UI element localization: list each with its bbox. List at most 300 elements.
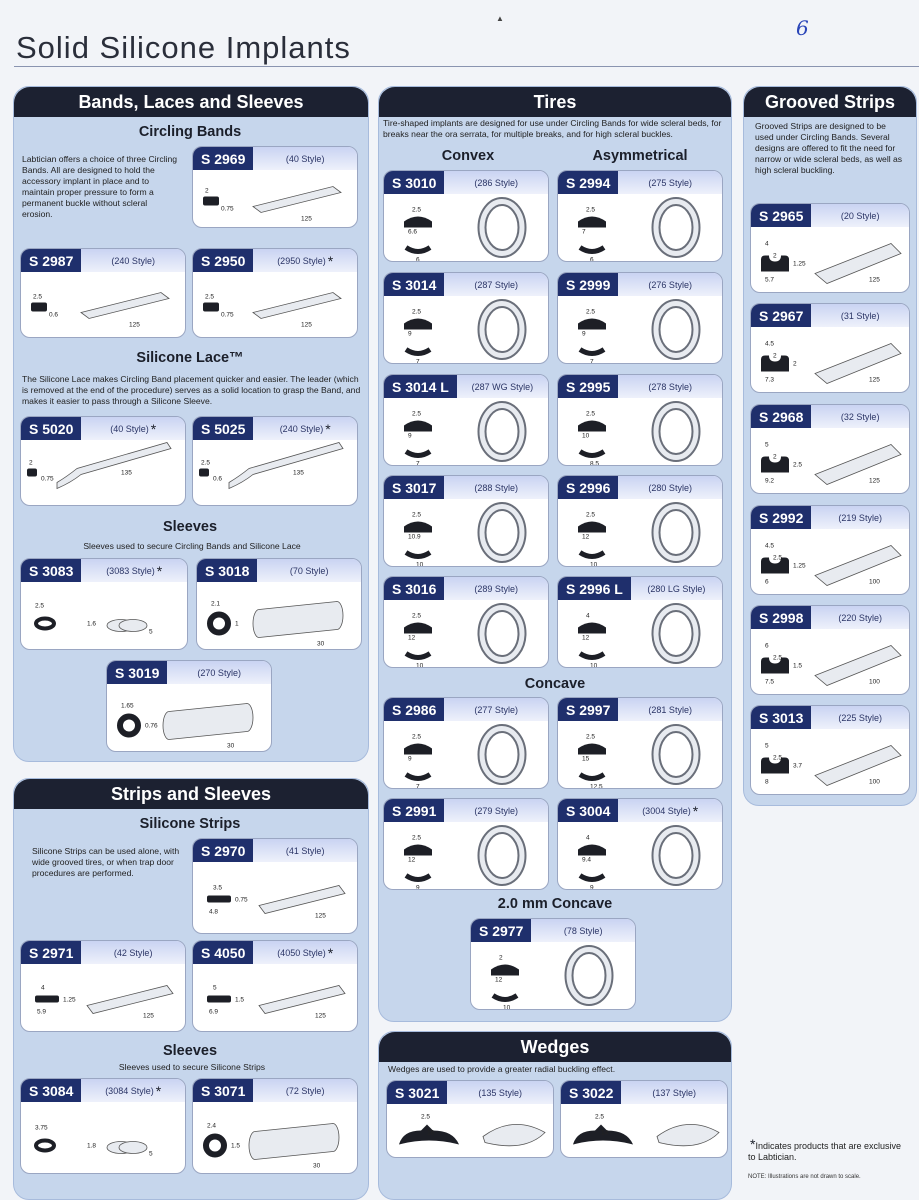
- implant-illustration: [197, 582, 361, 649]
- product-card-header: [107, 661, 271, 684]
- svg-text:4: 4: [41, 984, 45, 992]
- svg-text:9: 9: [408, 432, 412, 440]
- implant-illustration: [751, 529, 909, 594]
- svg-text:1.25: 1.25: [793, 562, 806, 570]
- svg-text:9: 9: [408, 755, 412, 763]
- svg-text:2.5: 2.5: [412, 612, 422, 620]
- svg-text:5: 5: [765, 441, 769, 449]
- svg-text:3.5: 3.5: [213, 884, 223, 892]
- product-code: S 3004: [558, 799, 618, 822]
- product-card-header: [193, 1079, 357, 1102]
- product-style-label: (40 Style): [285, 153, 325, 164]
- svg-text:7: 7: [416, 783, 420, 788]
- implant-illustration: [751, 327, 909, 392]
- product-style: [81, 941, 185, 964]
- implant-illustration: [193, 1102, 357, 1173]
- product-card-header: [751, 506, 909, 529]
- svg-text:10: 10: [582, 432, 590, 440]
- product-style: [444, 273, 548, 296]
- implant-illustration: [384, 499, 548, 566]
- product-code: S 3010: [384, 171, 444, 194]
- svg-text:10: 10: [503, 1004, 511, 1009]
- svg-text:1.8: 1.8: [87, 1142, 97, 1150]
- product-style-label: (72 Style): [285, 1085, 325, 1096]
- product-card-header: [558, 273, 722, 296]
- product-style-label: (40 Style): [110, 423, 149, 434]
- implant-illustration: [21, 964, 185, 1031]
- svg-text:125: 125: [129, 321, 140, 329]
- product-card-s-2965: [750, 203, 910, 293]
- implant-illustration: [387, 1104, 553, 1157]
- product-card-s-2987: [20, 248, 186, 338]
- svg-text:2: 2: [793, 360, 797, 368]
- product-card-header: [193, 839, 357, 862]
- svg-text:1.5: 1.5: [231, 1142, 241, 1150]
- implant-illustration: [21, 440, 185, 505]
- svg-text:1.5: 1.5: [793, 662, 803, 670]
- exclusive-star-icon: *: [325, 420, 331, 437]
- implant-illustration: [384, 721, 548, 788]
- product-style: [457, 375, 548, 398]
- svg-text:12.5: 12.5: [590, 783, 603, 788]
- product-card-header: [558, 171, 722, 194]
- svg-text:30: 30: [227, 742, 235, 750]
- svg-text:2.5: 2.5: [205, 293, 215, 301]
- svg-text:7: 7: [590, 358, 594, 363]
- product-style-label: (276 Style): [648, 279, 692, 290]
- svg-text:2.5: 2.5: [421, 1113, 431, 1121]
- implant-illustration: [193, 272, 357, 337]
- svg-text:9: 9: [582, 330, 586, 338]
- product-card-s-2994: [557, 170, 723, 262]
- product-code: S 2994: [558, 171, 618, 194]
- svg-text:1.65: 1.65: [121, 702, 134, 710]
- svg-text:2.5: 2.5: [586, 511, 596, 519]
- product-card-header: [387, 1081, 553, 1104]
- implant-illustration: [558, 499, 722, 566]
- product-style-label: (275 Style): [648, 177, 692, 188]
- product-style-label: (286 Style): [474, 177, 518, 188]
- svg-text:12: 12: [408, 634, 416, 642]
- product-style: [167, 661, 271, 684]
- product-code: S 2995: [558, 375, 618, 398]
- product-code: S 3014: [384, 273, 444, 296]
- exclusive-star-icon: *: [692, 802, 699, 819]
- sleeves-heading: Sleeves: [162, 519, 218, 535]
- disclaimer: NOTE: Illustrations are not drawn to scale.: [748, 1174, 861, 1180]
- implant-illustration: [561, 1104, 727, 1157]
- product-card-header: [384, 476, 548, 499]
- implant-illustration: [384, 822, 548, 889]
- silicone-lace-text: The Silicone Lace makes Circling Band placement quicker and easier. The leader (which is removed at the end of the procedure) serves as a solid location to grasp the Band, and makes it easier to pass through a Silicone Sleeve.: [22, 374, 361, 406]
- product-style-label: (31 Style): [840, 310, 880, 321]
- product-style-label: (42 Style): [113, 947, 153, 958]
- product-card-header: [197, 559, 361, 582]
- implant-illustration: [384, 296, 548, 363]
- tires-text: Tire-shaped implants are designed for use under Circling Bands for wide scleral beds, for breaks near the ora serrata, for multiple breaks, and for high scleral buckles.: [383, 118, 722, 139]
- svg-text:1.5: 1.5: [235, 996, 245, 1004]
- product-card-header: [384, 577, 548, 600]
- product-style: [444, 171, 548, 194]
- product-code: S 5020: [21, 417, 81, 440]
- implant-illustration: [558, 296, 722, 363]
- product-style-label: (279 Style): [474, 805, 518, 816]
- svg-text:10: 10: [416, 662, 424, 667]
- product-card-s-3016: [383, 576, 549, 668]
- svg-text:2.5: 2.5: [412, 733, 422, 741]
- implant-illustration: [193, 964, 357, 1031]
- strips-panel-title: Strips and Sleeves: [14, 779, 368, 809]
- product-code: S 3013: [751, 706, 811, 729]
- svg-text:6.6: 6.6: [408, 228, 418, 236]
- svg-text:125: 125: [869, 477, 880, 485]
- product-style-label: (240 Style): [279, 423, 324, 434]
- product-style: [811, 506, 909, 529]
- product-code: S 2969: [193, 147, 253, 170]
- exclusive-star-icon: *: [155, 1082, 162, 1099]
- svg-text:4: 4: [586, 834, 590, 842]
- product-card-s-2969: [192, 146, 358, 228]
- product-card-header: [384, 698, 548, 721]
- product-card-header: [193, 147, 357, 170]
- svg-text:100: 100: [869, 678, 880, 686]
- svg-text:2.5: 2.5: [33, 293, 43, 301]
- product-style: [621, 1081, 727, 1104]
- product-card-header: [751, 204, 909, 227]
- svg-text:14: 14: [601, 1129, 609, 1137]
- implant-illustration: [107, 684, 271, 751]
- implant-illustration: [751, 729, 909, 794]
- svg-text:2: 2: [773, 453, 777, 461]
- product-code: S 2970: [193, 839, 253, 862]
- svg-text:1.6: 1.6: [87, 620, 97, 628]
- product-style-label: (20 Style): [840, 210, 880, 221]
- product-style: [447, 1081, 553, 1104]
- svg-text:7: 7: [416, 460, 420, 465]
- product-card-header: [751, 304, 909, 327]
- svg-text:9.4: 9.4: [582, 856, 592, 864]
- product-card-header: [561, 1081, 727, 1104]
- product-style-label: (270 Style): [197, 667, 241, 678]
- silicone-lace-heading: Silicone Lace™: [136, 350, 244, 366]
- svg-text:3.75: 3.75: [35, 1124, 48, 1132]
- svg-text:135: 135: [293, 469, 304, 477]
- exclusive-star-icon: *: [156, 562, 163, 579]
- product-card-s-3004: [557, 798, 723, 890]
- svg-text:5: 5: [149, 1150, 153, 1158]
- grooved-panel-title: Grooved Strips: [744, 87, 916, 117]
- product-card-s-5020: [20, 416, 186, 506]
- svg-text:9: 9: [590, 884, 594, 889]
- product-style-label: (281 Style): [648, 704, 692, 715]
- svg-text:3.7: 3.7: [793, 762, 803, 770]
- product-card-header: [384, 273, 548, 296]
- svg-text:0.6: 0.6: [213, 475, 223, 483]
- product-style-label: (3083 Style): [106, 565, 155, 576]
- product-style-label: (135 Style): [478, 1087, 522, 1098]
- svg-text:2.5: 2.5: [586, 308, 596, 316]
- svg-text:2.5: 2.5: [412, 206, 422, 214]
- svg-text:2.1: 2.1: [211, 600, 221, 608]
- svg-text:0.6: 0.6: [49, 311, 59, 319]
- exclusive-star-icon: *: [150, 420, 157, 437]
- product-style: [811, 706, 909, 729]
- svg-text:4.5: 4.5: [765, 542, 775, 550]
- product-card-s-5025: [192, 416, 358, 506]
- product-style: [253, 1079, 357, 1102]
- product-card-header: [558, 375, 722, 398]
- product-card-header: [471, 919, 635, 942]
- print-mark: ▲: [496, 14, 504, 23]
- svg-text:7.3: 7.3: [765, 376, 775, 384]
- product-style: [811, 204, 909, 227]
- product-style: [618, 171, 722, 194]
- svg-text:6.9: 6.9: [209, 1008, 219, 1016]
- product-card-header: [384, 375, 548, 398]
- svg-text:2.5: 2.5: [412, 511, 422, 519]
- concave-2mm-heading: 2.0 mm Concave: [497, 896, 613, 912]
- product-style: [618, 799, 722, 822]
- star-icon: *: [750, 1136, 756, 1152]
- svg-text:2.5: 2.5: [773, 554, 783, 562]
- svg-text:100: 100: [869, 778, 880, 786]
- svg-text:5: 5: [149, 628, 153, 636]
- svg-text:5.7: 5.7: [765, 276, 775, 284]
- product-style: [618, 476, 722, 499]
- svg-text:9.2: 9.2: [765, 477, 775, 485]
- implant-illustration: [21, 272, 185, 337]
- svg-text:4: 4: [586, 612, 590, 620]
- implant-illustration: [751, 629, 909, 694]
- svg-text:2.5: 2.5: [773, 654, 783, 662]
- product-style: [444, 698, 548, 721]
- svg-text:2.5: 2.5: [412, 410, 422, 418]
- bands-panel-title: Bands, Laces and Sleeves: [14, 87, 368, 117]
- product-card-header: [193, 417, 357, 440]
- svg-text:6: 6: [416, 256, 420, 261]
- svg-text:2.5: 2.5: [773, 754, 783, 762]
- svg-text:125: 125: [315, 912, 326, 920]
- svg-text:16: 16: [427, 1129, 435, 1137]
- svg-text:135: 135: [121, 469, 132, 477]
- svg-text:4.5: 4.5: [765, 340, 775, 348]
- product-code: S 2996: [558, 476, 618, 499]
- svg-text:10: 10: [590, 561, 598, 566]
- product-card-s-3022: [560, 1080, 728, 1158]
- svg-text:125: 125: [869, 376, 880, 384]
- implant-illustration: [471, 942, 635, 1009]
- svg-text:2.5: 2.5: [586, 733, 596, 741]
- product-card-s-2986: [383, 697, 549, 789]
- product-code: S 2950: [193, 249, 253, 272]
- product-style-label: (3084 Style): [105, 1085, 154, 1096]
- product-card-header: [21, 1079, 185, 1102]
- product-style-label: (41 Style): [285, 845, 325, 856]
- svg-text:10.9: 10.9: [408, 533, 421, 541]
- product-code: S 4050: [193, 941, 253, 964]
- svg-text:6: 6: [765, 578, 769, 586]
- product-card-s-3071: [192, 1078, 358, 1174]
- svg-text:0.75: 0.75: [235, 896, 248, 904]
- product-card-s-2995: [557, 374, 723, 466]
- svg-text:12: 12: [582, 533, 590, 541]
- product-card-header: [21, 559, 187, 582]
- product-code: S 2968: [751, 405, 811, 428]
- implant-illustration: [384, 600, 548, 667]
- product-style: [253, 147, 357, 170]
- product-card-s-3014: [383, 272, 549, 364]
- product-card-s-2977: [470, 918, 636, 1010]
- product-code: S 2967: [751, 304, 811, 327]
- product-code: S 2999: [558, 273, 618, 296]
- product-card-header: [384, 171, 548, 194]
- product-card-s-2991: [383, 798, 549, 890]
- product-code: S 2997: [558, 698, 618, 721]
- svg-text:125: 125: [301, 321, 312, 329]
- implant-illustration: [558, 398, 722, 465]
- product-style: [253, 839, 357, 862]
- svg-text:10: 10: [590, 662, 598, 667]
- product-card-header: [751, 606, 909, 629]
- svg-text:100: 100: [869, 578, 880, 586]
- product-code: S 3083: [21, 559, 81, 582]
- sleeves-text: Sleeves used to secure Circling Bands and Silicone Lace: [83, 541, 301, 551]
- svg-text:2: 2: [29, 459, 33, 467]
- product-code: S 3017: [384, 476, 444, 499]
- svg-text:1.25: 1.25: [63, 996, 76, 1004]
- product-card-s-2999: [557, 272, 723, 364]
- svg-text:5: 5: [213, 984, 217, 992]
- svg-text:125: 125: [143, 1012, 154, 1020]
- strip-sleeves-heading: Sleeves: [162, 1043, 218, 1059]
- grooved-text: Grooved Strips are designed to be used under Circling Bands. Several designs are offered to fit the need for narrow or wide scleral beds, as well as high scleral buckling.: [755, 121, 903, 175]
- implant-illustration: [193, 862, 357, 933]
- implant-illustration: [558, 721, 722, 788]
- concave-heading: Concave: [524, 676, 586, 692]
- product-card-s-2996-l: [557, 576, 723, 668]
- product-style-label: (278 Style): [648, 381, 692, 392]
- product-style-label: (78 Style): [563, 925, 603, 936]
- product-style-label: (32 Style): [840, 411, 880, 422]
- product-card-header: [558, 577, 722, 600]
- svg-text:6: 6: [765, 642, 769, 650]
- circling-bands-text: Labtician offers a choice of three Circling Bands. All are designed to hold the accessory implant in place and to maintain proper pressure to form a permanent buckle without scleral erosion.: [22, 154, 178, 219]
- svg-text:12: 12: [408, 856, 416, 864]
- product-card-header: [21, 941, 185, 964]
- svg-text:8.5: 8.5: [590, 460, 600, 465]
- product-style-label: (288 Style): [474, 482, 518, 493]
- strip-sleeves-text: Sleeves used to secure Silicone Strips: [118, 1062, 266, 1072]
- product-style-label: (4050 Style): [277, 947, 326, 958]
- page-title: Solid Silicone Implants: [16, 30, 351, 65]
- product-card-header: [558, 476, 722, 499]
- product-code: S 2998: [751, 606, 811, 629]
- svg-text:2.4: 2.4: [207, 1122, 217, 1130]
- product-style-label: (280 Style): [648, 482, 692, 493]
- product-code: S 2986: [384, 698, 444, 721]
- svg-text:2.5: 2.5: [586, 410, 596, 418]
- product-style-label: (2950 Style): [277, 255, 326, 266]
- product-style: [631, 577, 722, 600]
- tires-panel-title: Tires: [379, 87, 731, 117]
- product-code: S 3016: [384, 577, 444, 600]
- wedges-text: Wedges are used to provide a greater radial buckling effect.: [388, 1064, 616, 1074]
- product-card-header: [193, 941, 357, 964]
- svg-text:9: 9: [408, 330, 412, 338]
- product-style-label: (280 LG Style): [647, 583, 706, 594]
- product-style-label: (137 Style): [652, 1087, 696, 1098]
- product-style: [618, 273, 722, 296]
- svg-text:0.75: 0.75: [41, 475, 54, 483]
- implant-illustration: [558, 194, 722, 261]
- product-card-s-3010: [383, 170, 549, 262]
- svg-text:7: 7: [416, 358, 420, 363]
- product-card-s-3018: [196, 558, 362, 650]
- svg-text:12: 12: [582, 634, 590, 642]
- product-code: S 2977: [471, 919, 531, 942]
- product-style: [253, 941, 357, 964]
- implant-illustration: [751, 428, 909, 493]
- product-card-s-2968: [750, 404, 910, 494]
- product-card-s-2967: [750, 303, 910, 393]
- product-style: [444, 799, 548, 822]
- product-card-header: [21, 417, 185, 440]
- product-code: S 3021: [387, 1081, 447, 1104]
- product-style-label: (219 Style): [838, 512, 882, 523]
- product-card-header: [751, 706, 909, 729]
- product-style-label: (277 Style): [474, 704, 518, 715]
- product-code: S 3019: [107, 661, 167, 684]
- svg-text:5.9: 5.9: [37, 1008, 47, 1016]
- product-style: [253, 249, 357, 272]
- svg-text:10: 10: [416, 561, 424, 566]
- product-style-label: (289 Style): [474, 583, 518, 594]
- product-card-s-2997: [557, 697, 723, 789]
- svg-text:7.5: 7.5: [765, 678, 775, 686]
- svg-text:2.5: 2.5: [412, 834, 422, 842]
- product-style-label: (287 WG Style): [471, 381, 534, 392]
- svg-text:2.5: 2.5: [35, 602, 45, 610]
- svg-text:1: 1: [235, 620, 239, 628]
- svg-text:12: 12: [495, 976, 503, 984]
- svg-text:2.5: 2.5: [595, 1113, 605, 1121]
- exclusive-star-icon: *: [327, 944, 334, 961]
- product-style-label: (287 Style): [474, 279, 518, 290]
- product-style: [81, 249, 185, 272]
- product-code: S 2971: [21, 941, 81, 964]
- product-style: [811, 606, 909, 629]
- product-card-header: [384, 799, 548, 822]
- product-style: [444, 476, 548, 499]
- product-code: S 3014 L: [384, 375, 457, 398]
- product-style-label: (220 Style): [838, 612, 882, 623]
- silicone-strips-text: Silicone Strips can be used alone, with wide grooved tires, or when trap door procedures are performed.: [32, 846, 180, 878]
- product-style: [811, 405, 909, 428]
- svg-text:0.75: 0.75: [221, 311, 234, 319]
- svg-text:2: 2: [773, 352, 777, 360]
- implant-illustration: [21, 582, 187, 649]
- convex-heading: Convex: [441, 148, 495, 164]
- product-card-s-3021: [386, 1080, 554, 1158]
- implant-illustration: [193, 170, 357, 227]
- implant-illustration: [558, 822, 722, 889]
- svg-text:0.76: 0.76: [145, 722, 158, 730]
- product-style: [81, 1079, 185, 1102]
- asymmetrical-heading: Asymmetrical: [592, 148, 688, 164]
- product-code: S 3022: [561, 1081, 621, 1104]
- product-style: [618, 375, 722, 398]
- exclusive-note: [748, 1136, 908, 1163]
